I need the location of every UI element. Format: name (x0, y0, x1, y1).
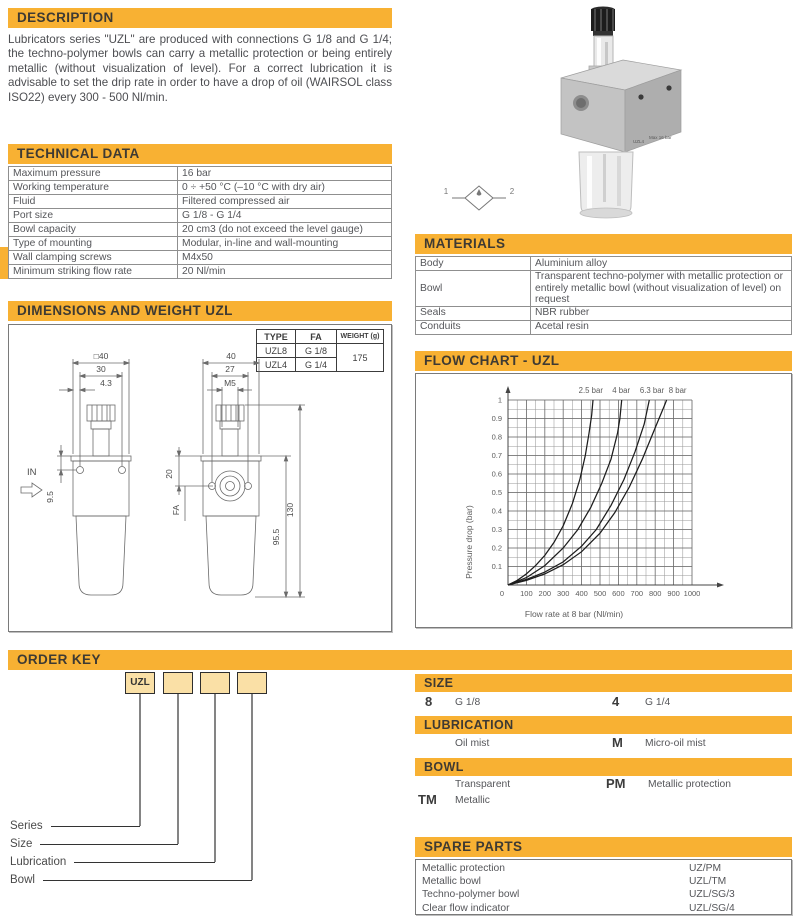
dim-label-30: 30 (96, 364, 106, 374)
order-key-header: ORDER KEY (8, 650, 792, 670)
order-key-label-size: Size (10, 837, 178, 851)
table-row: Port size G 1/8 - G 1/4 (9, 209, 392, 223)
dim-label-955: 95.5 (271, 528, 281, 546)
svg-text:200: 200 (538, 589, 552, 598)
svg-text:100: 100 (520, 589, 533, 598)
svg-text:300: 300 (556, 589, 570, 598)
order-key-size-box (163, 672, 193, 694)
svg-text:900: 900 (667, 589, 680, 598)
symbol-port-2: 2 (509, 187, 515, 196)
svg-text:Pressure drop (bar): Pressure drop (bar) (464, 505, 474, 579)
table-row: Body Aluminium alloy (416, 257, 792, 271)
bowl-code-tm: TM (418, 792, 437, 807)
dim-label-27: 27 (225, 364, 235, 374)
dim-label-130: 130 (285, 502, 295, 518)
dim-label-in: IN (27, 467, 37, 478)
dim-label-m5: M5 (224, 378, 236, 388)
svg-text:0.2: 0.2 (491, 543, 502, 553)
table-row: Wall clamping screws M4x50 (9, 251, 392, 265)
order-key-lubrication-box (200, 672, 230, 694)
order-key-label-bowl: Bowl (10, 873, 252, 887)
table-row: Working temperature 0 ÷ +50 °C (–10 °C with dry air) (9, 181, 392, 195)
product-photo (545, 0, 715, 235)
flow-chart-panel (415, 373, 792, 628)
list-item: Clear flow indicator UZL/SG/4 (422, 902, 735, 914)
svg-text:8 bar: 8 bar (668, 386, 687, 395)
dim-label-fa: FA (171, 504, 181, 516)
svg-text:0: 0 (499, 589, 504, 598)
svg-text:700: 700 (630, 589, 644, 598)
table-row: UZL8 G 1/8 175 (257, 344, 384, 358)
dimensions-panel (8, 324, 392, 632)
technical-data-table (8, 166, 392, 279)
dim-label-40: 40 (226, 351, 236, 361)
table-row: Bowl Transparent techno-polymer with metallic protection or entirely metallic bowl (without visualization of level) on request (416, 271, 792, 307)
table-row: UZL4 G 1/4 (257, 358, 384, 372)
order-key-label-series: Series (10, 819, 140, 833)
svg-text:4 bar: 4 bar (612, 386, 631, 395)
lubrication-code-m: M (612, 735, 623, 750)
order-key-bowl-box (237, 672, 267, 694)
svg-text:0.3: 0.3 (491, 525, 502, 534)
list-item: Techno-polymer bowl UZL/SG/3 (422, 889, 735, 901)
table-row: Maximum pressure 16 bar (9, 167, 392, 181)
table-row: Type of mounting Modular, in-line and wall-mounting (9, 237, 392, 251)
size-code-4: 4 (612, 694, 620, 709)
svg-text:0.1: 0.1 (491, 562, 502, 571)
description-header: DESCRIPTION (8, 8, 392, 28)
dim-label-20: 20 (164, 469, 174, 479)
dimensions-header: DIMENSIONS AND WEIGHT UZL (8, 301, 392, 321)
flow-chart (416, 374, 791, 627)
dim-label-95: 9.5 (45, 491, 55, 503)
svg-text:0.5: 0.5 (491, 488, 502, 497)
materials-table (415, 256, 792, 335)
size-label-g14: G 1/4 (645, 697, 671, 708)
size-code-8: 8 (425, 694, 433, 709)
table-row: Conduits Acetal resin (416, 320, 792, 334)
spare-parts-header: SPARE PARTS (415, 837, 792, 857)
svg-text:Flow rate at 8 bar (Nl/min): Flow rate at 8 bar (Nl/min) (524, 609, 624, 619)
flow-chart-header: FLOW CHART - UZL (415, 351, 792, 371)
bowl-label-metallic: Metallic (455, 795, 490, 806)
oil-drop-icon (477, 189, 482, 196)
lubrication-label-micro: Micro-oil mist (645, 738, 706, 749)
bowl-label-metallic-protection: Metallic protection (648, 779, 731, 790)
svg-text:1000: 1000 (683, 589, 701, 598)
table-row: Seals NBR rubber (416, 306, 792, 320)
svg-text:800: 800 (648, 589, 662, 598)
svg-text:6.3 bar: 6.3 bar (639, 386, 665, 395)
svg-text:0.9: 0.9 (491, 414, 502, 423)
svg-text:2.5 bar: 2.5 bar (578, 386, 603, 395)
dim-label-43: 4.3 (100, 378, 112, 388)
svg-text:0.7: 0.7 (491, 451, 502, 460)
size-label-g18: G 1/8 (455, 697, 481, 708)
bowl-label-transparent: Transparent (455, 779, 511, 790)
list-item: Metallic bowl UZL/TM (422, 876, 727, 888)
svg-text:1: 1 (497, 395, 502, 405)
table-row: Fluid Filtered compressed air (9, 195, 392, 209)
list-item: Metallic protection UZ/PM (422, 863, 722, 874)
dimension-drawing (9, 325, 391, 631)
svg-text:0.4: 0.4 (491, 506, 502, 516)
photo-rating-label: Max 16 bar (649, 135, 672, 140)
table-row: Bowl capacity 20 cm3 (do not exceed the level gauge) (9, 223, 392, 237)
page-edge-marker (0, 247, 8, 279)
bowl-header: BOWL (415, 758, 792, 776)
svg-text:400: 400 (575, 589, 588, 598)
spare-parts-table (415, 859, 792, 915)
lubrication-label-oil-mist: Oil mist (455, 738, 490, 749)
svg-text:0.8: 0.8 (491, 432, 502, 442)
svg-text:500: 500 (593, 589, 607, 598)
size-header: SIZE (415, 674, 792, 692)
lubrication-header: LUBRICATION (415, 716, 792, 734)
order-key-series-box: UZL (125, 672, 155, 694)
description-text: Lubricators series "UZL" are produced with connections G 1/8 and G 1/4; the techno-polymer bowls can carry a metallic protection or being entirely metallic (without visualization of level). For a correct lubrication it is advisable to set the drip rate in order to have a drop of oil (WAIRSOL class ISO22) every 300 - 500 Nl/min. (8, 33, 392, 104)
lubricator-symbol (438, 172, 553, 227)
bowl-code-pm: PM (606, 776, 626, 791)
photo-model-label: UZL4 (633, 139, 645, 144)
technical-data-header: TECHNICAL DATA (8, 144, 392, 164)
table-row: Minimum striking flow rate 20 Nl/min (9, 265, 392, 279)
order-key-label-lubrication: Lubrication (10, 855, 215, 869)
dim-label-sq40: □40 (93, 351, 109, 361)
table-row: TYPE FA WEIGHT (g) (257, 330, 384, 344)
svg-text:0.6: 0.6 (491, 469, 502, 479)
symbol-port-1: 1 (443, 187, 449, 196)
svg-text:600: 600 (612, 589, 625, 598)
materials-header: MATERIALS (415, 234, 792, 254)
